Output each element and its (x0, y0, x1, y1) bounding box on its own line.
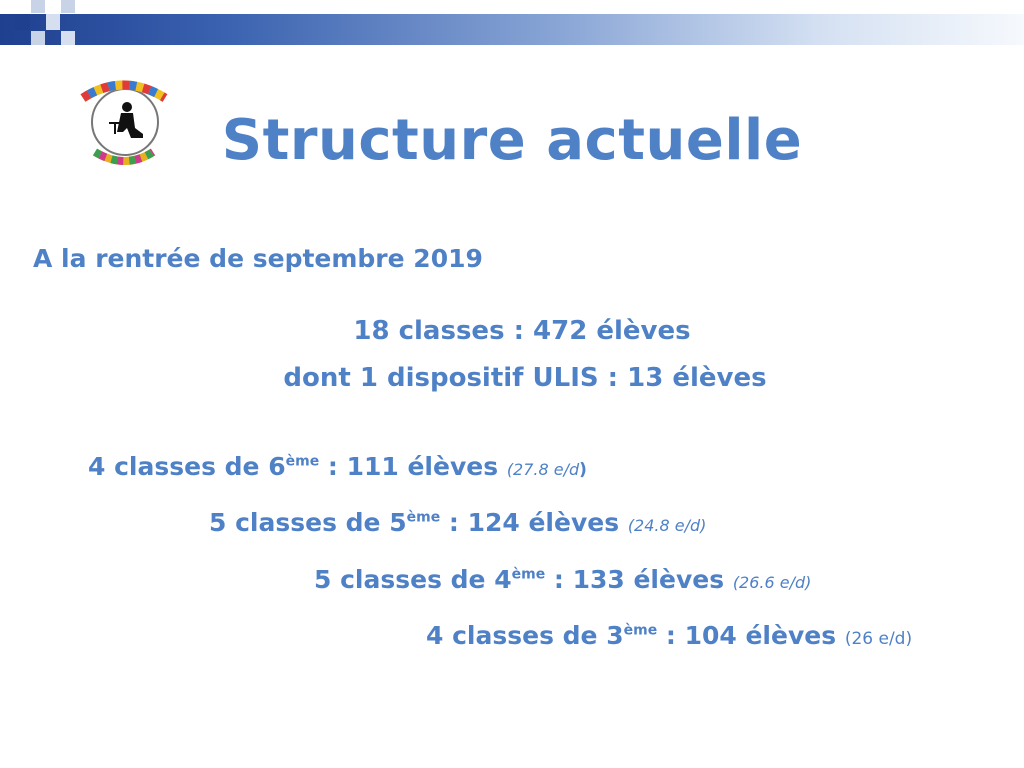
header-square-light (61, 0, 75, 13)
level-ratio: (24.8 e/d) (627, 516, 707, 535)
header-square-light (61, 31, 75, 45)
level-label: 5 classes de 5 (209, 508, 407, 537)
level-line-3eme (426, 621, 912, 650)
level-superscript: ème (406, 509, 441, 526)
level-line-6eme (88, 452, 587, 481)
header-square-light (46, 14, 60, 30)
level-superscript: ème (623, 622, 658, 639)
level-ratio: (27.8 e/d (506, 460, 580, 479)
level-count: : 104 élèves (657, 621, 845, 650)
summary-ulis: dont 1 dispositif ULIS : 13 élèves (283, 363, 767, 393)
header-gradient-bar (0, 14, 1024, 45)
level-line-5eme (209, 508, 706, 537)
level-count: : 124 élèves (440, 508, 628, 537)
level-ratio: (26 e/d) (844, 629, 913, 649)
header-square-light (31, 0, 45, 13)
header-square-dark (14, 14, 30, 30)
level-ratio: (26.6 e/d) (732, 573, 812, 592)
level-line-4eme (314, 565, 811, 594)
level-label: 4 classes de 3 (426, 621, 624, 650)
level-label: 5 classes de 4 (314, 565, 512, 594)
level-superscript: ème (511, 566, 546, 583)
slide-title: Structure actuelle (221, 108, 803, 173)
summary-total: 18 classes : 472 élèves (353, 316, 691, 346)
level-label: 4 classes de 6 (88, 452, 286, 481)
date-heading: A la rentrée de septembre 2019 (33, 244, 483, 273)
level-count: : 111 élèves (319, 452, 507, 481)
level-superscript: ème (285, 453, 320, 470)
level-ratio-close: ) (579, 460, 587, 480)
level-count: : 133 élèves (545, 565, 733, 594)
header-square-light (31, 31, 45, 45)
